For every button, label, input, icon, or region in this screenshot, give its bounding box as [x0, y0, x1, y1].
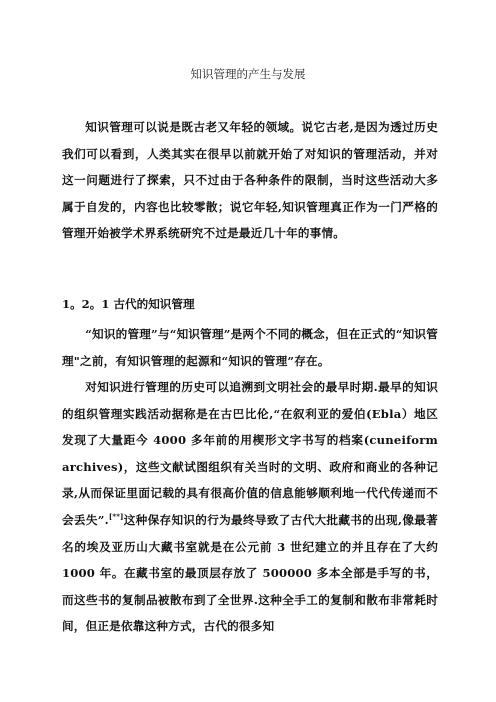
paragraph-history-rest: 这种保存知识的行为最终导致了古代大批藏书的出现,像最著名的埃及亚历山大藏书室就是在公元前 3 世纪建立的并且存在了大约 1000 年。在藏书室的最顶层存放了 500000 多本全部是手写的书，而这些书的复制品被散布到了全世界.这种全手工的复制和散布非常耗时间，但正是依靠这种方式，古代的很多知: [62, 512, 438, 634]
paragraph-history: [62, 374, 438, 640]
reference-marker: [**]: [108, 512, 124, 522]
paragraph-intro: 知识管理可以说是既古老又年轻的领域。说它古老,是因为透过历史我们可以看到，人类其实在很早以前就开始了对知识的管理活动，并对这一问题进行了探索，只不过由于各种条件的限制，当时这些活动大多属于自发的，内容也比较零散；说它年轻,知识管理真正作为一门严格的管理开始被学术界系统研究不过是最近几十年的事情。: [62, 120, 438, 241]
section-heading: 1。2。1 古代的知识管理: [62, 297, 195, 311]
paragraph-history-main: 对知识进行管理的历史可以追溯到文明社会的最早时期.最早的知识的组织管理实践活动据称是在古巴比伦,“在叙利亚的爱伯(Ebla）地区发现了大量距今 4000 多年前的用楔形文字书写的档案(cuneiform archives)，这些文献试图组织有关当时的文明、政府和商业的各种记录,从而保证里面记载的具有很高价值的信息能够顺利地一代代传递而不会丢失”.: [62, 380, 438, 527]
document-title: 知识管理的产生与发展: [190, 67, 306, 81]
paragraph-concept: “知识的管理”与“知识管理”是两个不同的概念，但在正式的“知识管理"之前，有知识管理的起源和“知识的管理”存在。: [62, 327, 438, 368]
